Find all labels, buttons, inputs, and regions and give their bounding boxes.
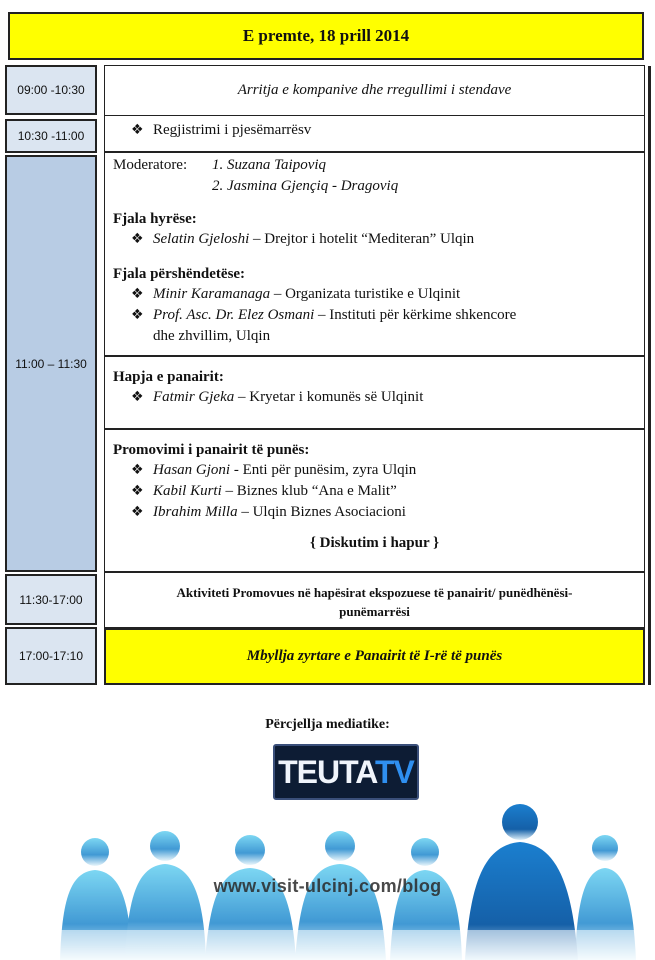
discussion-label: { Diskutim i hapur }	[309, 535, 440, 551]
bullet-icon: ❖	[131, 122, 144, 138]
time-label: 10:30 -11:00	[17, 129, 85, 143]
speaker-name: Minir Karamanaga	[153, 286, 271, 302]
speaker-role: – Biznes klub “Ana e Malit”	[221, 483, 397, 499]
list-item	[113, 229, 644, 250]
row-promotional-activity	[104, 572, 645, 628]
speaker-name: Selatin Gjeloshi	[153, 231, 250, 247]
time-cell-1700	[5, 627, 97, 685]
row-job-promotion	[104, 429, 645, 572]
speaker-role: – Organizata turistike e Ulqinit	[270, 286, 461, 302]
speaker-role: – Ulqin Biznes Asociacioni	[237, 504, 406, 520]
bullet-icon: ❖	[131, 389, 144, 405]
list-item	[113, 460, 644, 481]
speaker-role: – Kryetar i komunës së Ulqinit	[234, 389, 424, 405]
row-registration	[104, 115, 645, 152]
list-item	[113, 305, 644, 347]
table-right-border	[648, 66, 651, 685]
time-cell-1030	[5, 119, 97, 153]
list-item	[113, 502, 644, 523]
moderators	[113, 155, 644, 176]
section-title: Fjala hyrëse:	[113, 211, 197, 227]
section-title: Hapja e panairit:	[113, 369, 224, 385]
section-title: Fjala përshëndetëse:	[113, 266, 246, 282]
bullet-icon: ❖	[131, 307, 144, 323]
speaker-role: - Enti për punësim, zyra Ulqin	[230, 462, 417, 478]
bullet-icon: ❖	[131, 483, 144, 499]
website-watermark: www.visit-ulcinj.com/blog	[213, 876, 442, 896]
teuta-tv-logo	[273, 744, 419, 800]
row-fair-opening	[104, 356, 645, 429]
bullet-icon: ❖	[131, 462, 144, 478]
date-title: E premte, 18 prill 2014	[242, 26, 410, 45]
bullet-icon: ❖	[131, 231, 144, 247]
list-item	[113, 387, 644, 408]
row-text: Regjistrimi i pjesëmarrësv	[153, 122, 312, 138]
row-text: Mbyllja zyrtare e Panairit të I-rë të punës	[246, 648, 503, 664]
speaker-name: Prof. Asc. Dr. Elez Osmani	[153, 307, 315, 323]
time-cell-1100	[5, 155, 97, 572]
bullet-icon: ❖	[131, 504, 144, 520]
speaker-role: – Instituti për kërkime shkencore	[314, 307, 517, 323]
row-text-continued: punëmarrësi	[339, 604, 410, 619]
time-label: 09:00 -10:30	[17, 83, 85, 97]
logo-text	[278, 754, 414, 791]
list-item	[105, 120, 644, 141]
time-label: 11:00 – 11:30	[15, 356, 87, 371]
moderators-label: Moderatore:	[113, 157, 188, 173]
speaker-name: Ibrahim Milla	[153, 504, 238, 520]
speaker-role-continued: dhe zhvillim, Ulqin	[153, 328, 271, 344]
time-label: 11:30-17:00	[19, 592, 83, 607]
speaker-role: – Drejtor i hotelit “Mediteran” Ulqin	[249, 231, 475, 247]
row-text: Arritja e kompanive dhe rregullimi i stendave	[237, 82, 512, 98]
moderator-name: 2. Jasmina Gjençiq - Dragoviq	[212, 178, 399, 194]
media-coverage-title: Përcjellja mediatike:	[265, 717, 390, 732]
row-arrival	[104, 65, 645, 116]
speaker-name: Kabil Kurti	[153, 483, 222, 499]
bullet-icon: ❖	[131, 286, 144, 302]
logo-accent-text: TV	[375, 753, 414, 790]
list-item	[113, 481, 644, 502]
row-speeches	[104, 152, 645, 356]
speaker-name: Fatmir Gjeka	[153, 389, 235, 405]
section-title: Promovimi i panairit të punës:	[113, 442, 310, 458]
schedule-table	[5, 65, 645, 685]
row-text: Aktiviteti Promovues në hapësirat ekspozuese të panairit/ punëdhënësi-	[176, 585, 573, 600]
time-cell-0900	[5, 65, 97, 115]
row-closing	[104, 628, 645, 685]
time-label: 17:00-17:10	[18, 649, 84, 663]
speaker-name: Hasan Gjoni	[153, 462, 231, 478]
logo-main-text: TEUTA	[278, 753, 375, 790]
list-item	[113, 284, 644, 305]
moderator-name: 1. Suzana Taipoviq	[212, 157, 327, 173]
date-header	[8, 12, 644, 60]
time-cell-1130	[5, 574, 97, 625]
